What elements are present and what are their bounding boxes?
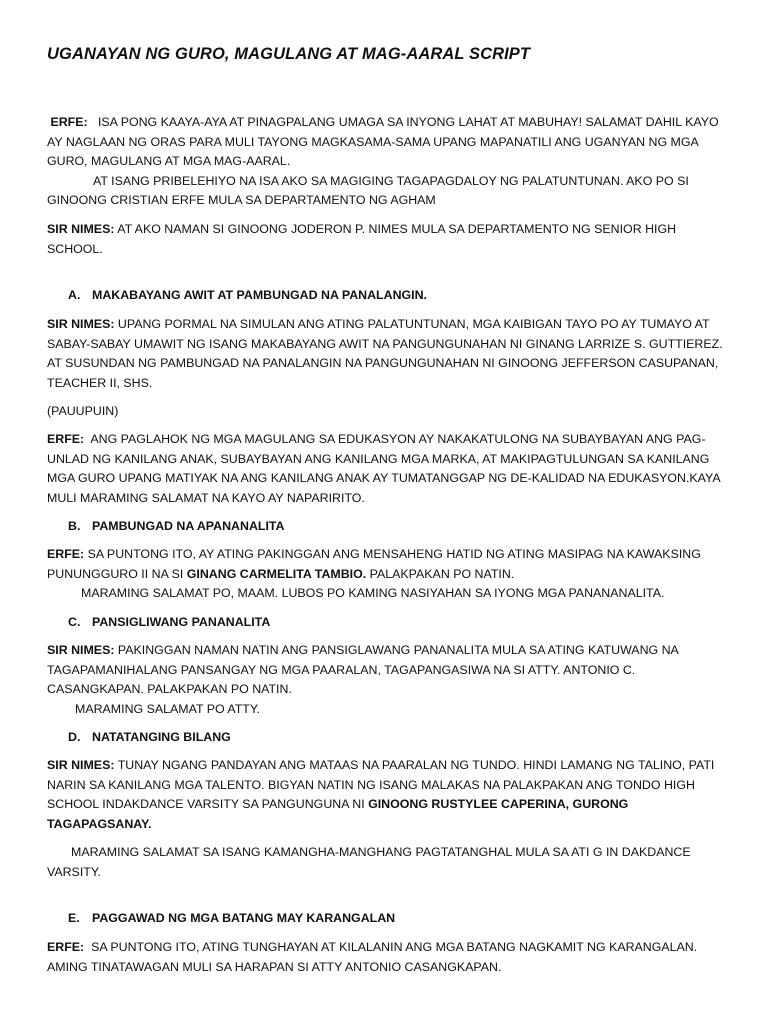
section-heading-e bbox=[68, 909, 395, 929]
paragraph-continuation: MARAMING SALAMAT PO ATTY. bbox=[75, 701, 260, 716]
speaker-label: ERFE: bbox=[50, 115, 88, 129]
speaker-label: SIR NIMES: bbox=[47, 222, 115, 236]
paragraph-erfe-awards bbox=[47, 938, 723, 977]
honoree-name: GINOONG RUSTYLEE CAPERINA, GURONG TAGAPAGSANAY. bbox=[47, 797, 629, 831]
paragraph-continuation: AT ISANG PRIBELEHIYO NA ISA AKO SA MAGIGING TAGAPAGDALOY NG PALATUNTUNAN. AKO PO SI GINOONG CRISTIAN ERFE MULA SA DEPARTAMENTO NG AGHAM bbox=[47, 173, 689, 207]
paragraph-text: UPANG PORMAL NA SIMULAN ANG ATING PALATUNTUNAN, MGA KAIBIGAN TAYO PO AY TUMAYO AT SABAY-SABAY UMAWIT NG ISANG MAKABAYANG AWIT NA PANGUNGUNAHAN NI GINANG LARRIZE S. GUTTIEREZ. AT SUSUNDAN NG PAMBUNGAD NA PANALANGIN NA PANGUNGUNAHAN NI GINOONG JEFFERSON CASUPANAN, TEACHER II, SHS. bbox=[47, 317, 723, 390]
paragraph-text: MARAMING SALAMAT SA ISANG KAMANGHA-MANGHANG PAGTATANGHAL MULA SA ATI G IN DAKDANCE VARSITY. bbox=[47, 845, 691, 879]
section-heading-c bbox=[68, 613, 270, 633]
speaker-label: ERFE: bbox=[47, 547, 85, 561]
paragraph-text: SA PUNTONG ITO, ATING TUNGHAYAN AT KILALANIN ANG MGA BATANG NAGKAMIT NG KARANGALAN. AMING TINATAWAGAN MULI SA HARAPAN SI ATTY ANTONIO CASANGKAPAN. bbox=[47, 940, 698, 974]
section-heading-d bbox=[68, 728, 231, 748]
paragraph-text: (PAUUPUIN) bbox=[47, 404, 119, 418]
paragraph-text-end: PALAKPAKAN PO NATIN. bbox=[369, 566, 515, 581]
speaker-label: ERFE: bbox=[47, 432, 85, 446]
paragraph-text: AT AKO NAMAN SI GINOONG JODERON P. NIMES MULA SA DEPARTAMENTO NG SENIOR HIGH SCHOOL. bbox=[47, 222, 677, 256]
section-letter: C. bbox=[68, 615, 81, 629]
paragraph-text: SA PUNTONG ITO, AY ATING PAKINGGAN ANG MENSAHENG HATID NG ATING MASIPAG NA KAWAKSING PUNUNGGURO II NA SI bbox=[47, 547, 701, 581]
section-heading-a bbox=[68, 286, 427, 306]
paragraph-erfe-parents bbox=[47, 430, 723, 508]
paragraph-erfe-opening bbox=[47, 113, 723, 211]
section-label: MAKABAYANG AWIT AT PAMBUNGAD NA PANALANGIN. bbox=[92, 288, 427, 302]
section-label: NATATANGING BILANG bbox=[92, 730, 231, 744]
speaker-label: SIR NIMES: bbox=[47, 643, 115, 657]
section-letter: B. bbox=[68, 519, 81, 533]
honoree-name: GINANG CARMELITA TAMBIO. bbox=[186, 566, 367, 581]
paragraph-text: ANG PAGLAHOK NG MGA MAGULANG SA EDUKASYON AY NAKAKATULONG NA SUBAYBAYAN ANG PAG-UNLAD NG KANILANG ANAK, SUBAYBAYAN ANG KANILANG MGA MARKA, AT MAKIPAGTULUNGAN SA KANILANG MGA GURO UPANG MATIYAK NA ANG KANILANG ANAK AY TUMATANGGAP NG DE-KALIDAD NA EDUKASYON.KAYA MULI MARAMING SALAMAT NA KAYO AY NAPARIRITO. bbox=[47, 432, 720, 505]
paragraph-nimes-anthem bbox=[47, 315, 723, 393]
section-heading-b bbox=[68, 517, 285, 537]
speaker-label: ERFE: bbox=[47, 940, 85, 954]
section-label: PAMBUNGAD NA APANANALITA bbox=[92, 519, 285, 533]
section-letter: A. bbox=[68, 288, 81, 302]
paragraph-text: ISA PONG KAAYA-AYA AT PINAGPALANG UMAGA SA INYONG LAHAT AT MABUHAY! SALAMAT DAHIL KAYO AY NAGLAAN NG ORAS PARA MULI TAYONG MAGKASAMA-SAMA UPANG MAPANATILI ANG UGANYAN NG MGA GURO, MAGULANG AT MGA MAG-AARAL. bbox=[47, 115, 719, 168]
speaker-label: SIR NIMES: bbox=[47, 317, 115, 331]
paragraph-thanks-performance bbox=[47, 843, 723, 882]
section-label: PAGGAWAD NG MGA BATANG MAY KARANGALAN bbox=[92, 911, 396, 925]
paragraph-nimes-inspiration bbox=[47, 641, 723, 719]
speaker-label: SIR NIMES: bbox=[47, 758, 115, 772]
paragraph-erfe-message bbox=[47, 545, 723, 604]
paragraph-continuation: MARAMING SALAMAT PO, MAAM. LUBOS PO KAMING NASIYAHAN SA IYONG MGA PANANANALITA. bbox=[81, 586, 665, 600]
section-label: PANSIGLIWANG PANANALITA bbox=[92, 615, 271, 629]
document-title: UGANAYAN NG GURO, MAGULANG AT MAG-AARAL SCRIPT bbox=[47, 45, 531, 63]
paragraph-text: TUNAY NGANG PANDAYAN ANG MATAAS NA PAARALAN NG TUNDO. HINDI LAMANG NG TALINO, PATI NARIN SA KANILANG MGA TALENTO. BIGYAN NATIN NG ISANG MALAKAS NA PALAKPAKAN ANG TONDO HIGH SCHOOL INDAKDANCE VARSITY SA PANGUNGUNA NI bbox=[47, 758, 715, 811]
paragraph-nimes-intro bbox=[47, 220, 723, 259]
section-letter: E. bbox=[68, 911, 80, 925]
paragraph-nimes-performance bbox=[47, 756, 723, 834]
paragraph-stage-direction bbox=[47, 402, 723, 422]
section-letter: D. bbox=[68, 730, 81, 744]
paragraph-text: PAKINGGAN NAMAN NATIN ANG PANSIGLAWANG PANANALITA MULA SA ATING KATUWANG NA TAGAPAMANIHALANG PANSANGAY NG MGA PAARALAN, TAGAPANGASIWA NA SI ATTY. ANTONIO C. CASANGKAPAN. PALAKPAKAN PO NATIN. bbox=[47, 643, 679, 696]
